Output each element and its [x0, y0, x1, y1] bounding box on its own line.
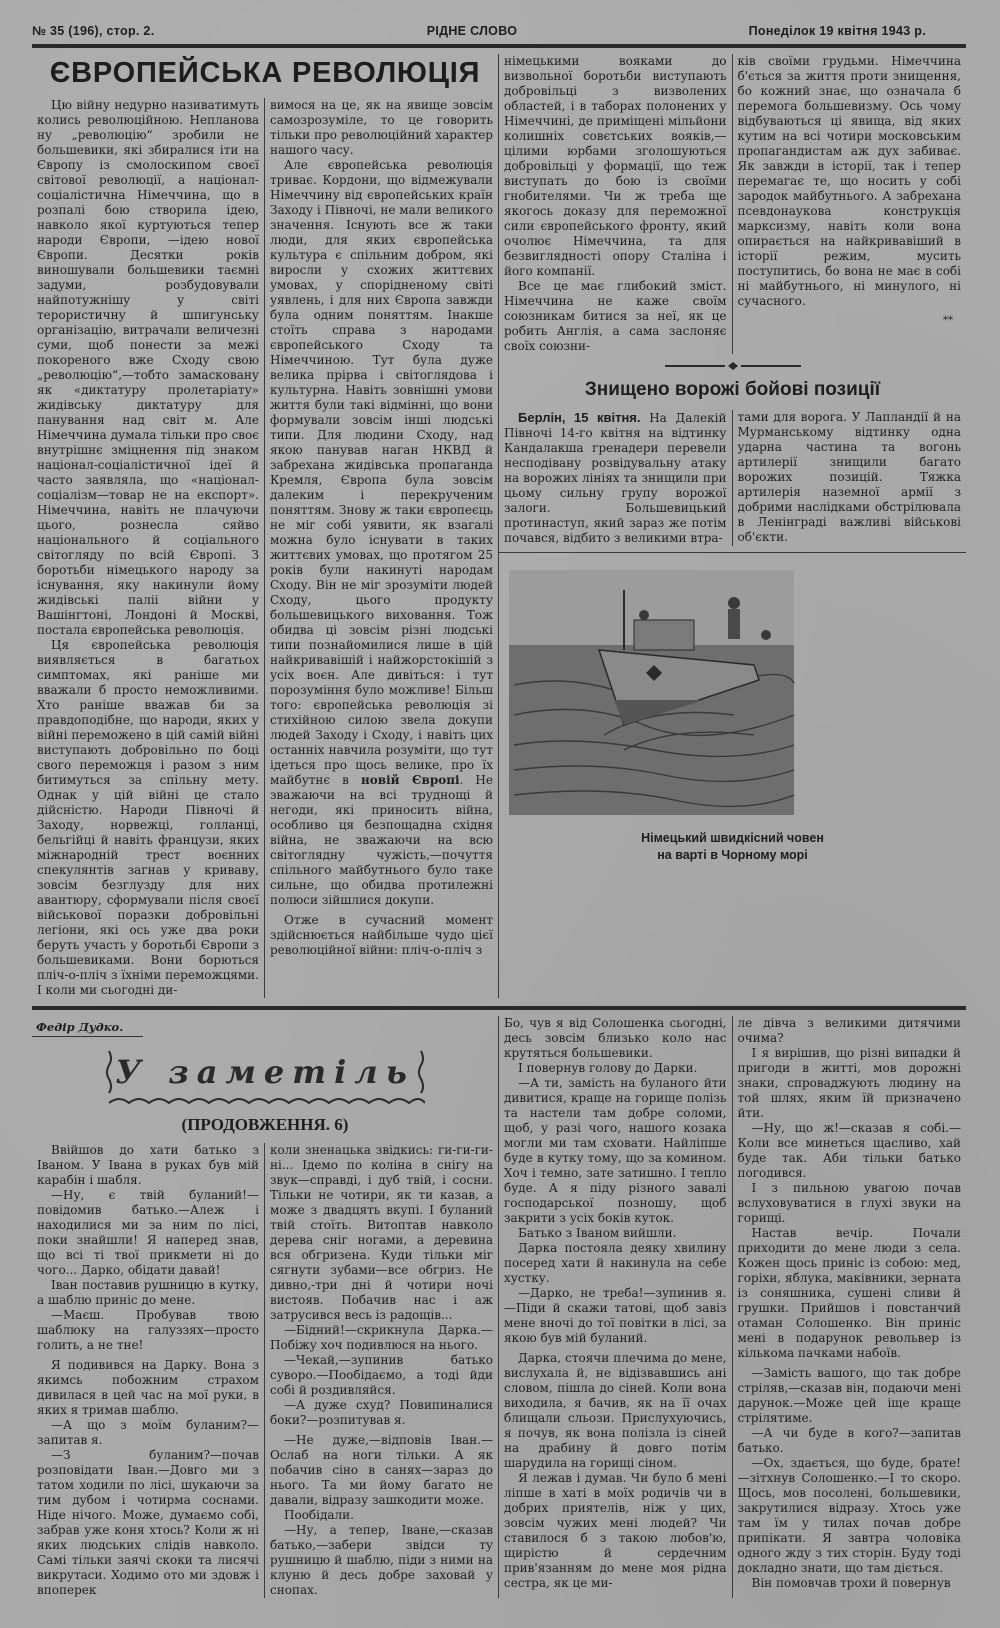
- story-column-1: [32, 1143, 265, 1598]
- issue-date: Понеділок 19 квітня 1943 р.: [748, 24, 926, 38]
- sailor-body: [728, 609, 740, 639]
- sailor-figure: [728, 597, 740, 609]
- paragraph: —А дуже схуд? Повипиналися боки?—розпитував я.: [270, 1398, 493, 1427]
- paragraph: Все це має глибокий зміст. Німеччина не каже своїм союзникам битися за неї, як це робить Англія, а сама заслоняє своїх союзни-: [504, 279, 727, 353]
- story-column-2: [265, 1143, 498, 1598]
- article1-columns-1-2: [32, 98, 498, 998]
- article-title-enemy-positions: Знищено ворожі бойові позиції: [584, 379, 881, 400]
- paragraph: [270, 158, 493, 908]
- paragraph: коли зненацька звідкись: ги-ги-ги-ні... Ідемо по коліна в снігу на звук—справді, і дуб твій, і сосни. Тільки не чотири, як ти казав, а може з двадцять вкупі. І буланий твій стоїть. Витоптав навколо дерева сніг ногами, а деревина вся обгризена. Куди тільки міг сягнути зубами—все обгриз. Не дивно,-три дні й чотири ночі вистояв. Побачив нас і аж затрусився весь із радощів...: [270, 1143, 493, 1322]
- paragraph: —Ох, здається, що буде, брате!—зітхнув Солошенко.—І то скоро. Щось, мов посолені, большевики, закрутилися відразу. Хтось уже там їм у тилах почав добре припікати. Я завтра чоловіка одного жду з тих сторін. Буду тоді докладно знати, що там діється.: [737, 1456, 961, 1575]
- paragraph: Бо, чув я від Солошенка сьогодні, десь зовсім близько коло нас крутяться большевики.: [504, 1016, 727, 1060]
- dateline: Берлін, 15 квітня.: [518, 410, 641, 425]
- article-title-european-revolution: ЄВРОПЕЙСЬКА РЕВОЛЮЦІЯ: [49, 57, 481, 89]
- story-section: [32, 1016, 966, 1598]
- paragraph: І повернув голову до Дарки.: [518, 1061, 698, 1075]
- top-section: [32, 54, 966, 998]
- paragraph: І з пильною увагою почав вслуховуватися в глухі звуки на горищі.: [737, 1181, 961, 1225]
- paragraph: Пообідали.: [284, 1508, 354, 1522]
- paragraph: ле дівча з великими дитячими очима?: [737, 1016, 961, 1045]
- paragraph: Дарка постояла деяку хвилину посеред хати й накинула на себе хустку.: [504, 1241, 727, 1285]
- paragraph-text: На Далекій Півночі 14-го квітня на відтинку Кандалакша гренадери перевели несподівану розвідувальну атаку на ворожих лініях та знищили при цьому сильну групу ворожої залоги. Большевицький протинаступ, який зараз же потім почався, відбито з великими втра-: [504, 411, 727, 545]
- story-columns-1-2: [32, 1143, 498, 1598]
- photo-block: [499, 559, 966, 820]
- paragraph: —Замість вашого, що так добре стріляв,—сказав він, подаючи мені дарунок.—Може цей іще краще стрілятиме.: [737, 1366, 961, 1425]
- paper-name: РІДНЕ СЛОВО: [426, 24, 518, 38]
- article1-column-4: [733, 54, 967, 354]
- article1-column-2: [265, 98, 498, 998]
- masthead: [32, 24, 966, 42]
- section-rule-thick: [32, 1006, 966, 1010]
- paragraph: ків своїми грудьми. Німеччина б'ється за життя проти знищення, бо кожний знає, що означала б перемога большевизму. Ось чому відбуваються ці явища, від яких кутим на всі чотири московським пропагандистам аж дух забиває. Як завжди в історії, так і тепер перемагає те, що носить у собі зародок майбутнього. А забрехана псевдонаукова конструкція марксизму, навіть коли вона опирається на найкривавіший в історії режим, мусить поступитись, бо вона не має в собі ні майбутнього, ні минулого, ні сучасного.: [737, 54, 961, 308]
- paragraph: Отже в сучасний момент здійснюється найбільше чудо цієї революційної війни: пліч-о-пліч з: [270, 913, 493, 957]
- article1-column-1: [32, 98, 265, 998]
- story-columns-3-4: [499, 1016, 966, 1598]
- paragraph: —А ти, замість на буланого йти дивитися, краще на горище полізь та настели там добре соломи, щоб, у разі чого, нашого козака могли ми там сховати. Найліпше буде в кутку тому, що за комином. Хоч і темно, зате затишно. І тепло буде. А я піду різного завалі господарської позношу, щоб закрити з усіх боків куток.: [504, 1076, 727, 1225]
- paragraph: Настав вечір. Почали приходити до мене люди з села. Кожен щось приніс із собою: мед, горіхи, яблука, маківники, зерната із соняшника, сушені сливи й грушки. Прийшов і повстанчий отаман Солошенко. Він приніс мені в подарунок револьвер із кількома пачками набоїв.: [737, 1226, 961, 1360]
- section-stars: **: [943, 315, 953, 326]
- paragraph: Іван поставив рушницю в кутку, а шаблю приніс до мене.: [37, 1278, 259, 1307]
- story-column-4: [733, 1016, 967, 1598]
- right-block: [499, 54, 966, 998]
- sailor-figure: [639, 610, 649, 620]
- paragraph: Я подивився на Дарку. Вона з якимсь побожним страхом дивилася в цей час на мої руки, в яких я тримав шаблю.: [37, 1358, 259, 1417]
- paragraph: —А що з моїм буланим?—запитав я.: [37, 1418, 259, 1447]
- article1-column-3: [499, 54, 733, 354]
- paragraph: —Маєш. Пробував твою шаблюку на галуззях—просто голить, а не тне!: [37, 1308, 259, 1352]
- paragraph: —З буланим?—почав розповідати Іван.—Довго ми з татом ходили по лісі, шукаючи за тим дубом і чотирма соснами. Ніде нічого. Може, думаємо собі, забрав уже коня хтось? Коли ж ні яких людських слідів навколо. Самі тільки заячі скоки та лисячі викрутаси. Ходимо ото ми здовж і впоперек: [37, 1448, 259, 1597]
- article1-columns-3-4: [499, 54, 966, 354]
- paragraph: [504, 410, 727, 546]
- paragraph: —А чи буде в кого?—запитав батько.: [737, 1426, 961, 1455]
- paragraph: —Не дуже,—відповів Іван.—Ослаб на ноги тільки. А як побачив сіно в санях—зараз до нього. Та ми йому багато не давали, відразу зашкодити може.: [270, 1433, 493, 1507]
- caption-line: Німецький швидкісний човен: [641, 831, 824, 845]
- story-title-frame: [105, 1047, 425, 1109]
- story-left-block: [32, 1016, 499, 1598]
- issue-number: № 35 (196), стор. 2.: [32, 24, 155, 38]
- article2-column-1: [499, 410, 733, 546]
- paragraph: —Ну, а тепер, Іване,—сказав батько,—забери звідси ту рушницю й шаблю, піди з ними на клуню й десь добре заховай у снопах.: [270, 1523, 493, 1597]
- paragraph: Дарка, стоячи плечима до мене, вислухала й, не відізвавшись ані словом, пішла до сіней. Коли вона виходила, я бачив, як на її очах блищали сльози. Прислухуючись, я почув, як вона полізла із сіней на драбину й довго потім шарудила на горищі сіном.: [504, 1351, 727, 1470]
- caption-line: на варті в Чорному морі: [657, 848, 808, 862]
- article2-columns: [499, 410, 966, 546]
- paragraph: Ввійшов до хати батько з Іваном. У Івана в руках був мій карабін і шабля.: [37, 1143, 259, 1187]
- paragraph: —Чекай,—зупинив батько суворо.—Пообідаємо, а тоді йди собі й роздивляйся.: [270, 1353, 493, 1397]
- ornament-diamond: [728, 362, 738, 370]
- paragraph: Батько з Іваном вийшли.: [518, 1226, 677, 1240]
- story-title: У заметіль: [115, 1053, 415, 1091]
- masthead-rule: [32, 44, 966, 48]
- paragraph: І я вирішив, що різні випадки й пригоди в житті, мов дорожні знаки, спроваджують людину на той шлях, яким їй призначено йти.: [737, 1046, 961, 1120]
- paragraph: —Ну, є твій буланий!—повідомив батько.—Алеж і находилися ми за ним по лісі, поки знайшли! Я наперед знав, що всі ті твої прикмети ні до чого... Дарко, обідати давай!: [37, 1188, 259, 1277]
- paragraph: Я лежав і думав. Чи було б мені ліпше в хаті в моїх родичів чи в добрих приятелів, ніж у цих, зовсім чужих мені людей? Чи ставилося б з такою любов'ю, щирістю й сердечним прив'язанням до мене моя рідна сестра, як це ми-: [504, 1471, 727, 1590]
- paragraph: —Ну, що ж!—сказав я собі.—Коли все минеться щасливо, хай буде так. Аби тільки батько погодився.: [737, 1121, 961, 1180]
- ornament-divider: [663, 362, 803, 370]
- paragraph-text: . Не зважаючи на всі труднощі й негоди, які приносить війна, особливо ця безпощадна східня війна, не зважаючи на всю світоглядну чужість,—почуття спільного майбутнього було таке сильне, що обидва протилежні полюси зійшлися докупи.: [270, 773, 493, 907]
- paragraph: Ця європейська революція виявляється в багатьох симптомах, які раніше ми вважали б просто неможливими. Хто раніше вважав би за правдоподібне, що народи, яких у війні переможено в цій самій війні виступають добровільно по боці свого переможця і разом з ним битимуться за спільну мету. Однак у цій війні це стало дійсністю. Народи Півночі й Заходу, норвежці, голланці, бельгійці й навіть французи, яких міжнародній трест воєнних спекулянтів загнав у криваву, зовсім безглузду для них авантюру, сформували після своєї військової поразки добровільні легіони, які ось уже два роки беруть участь у боротьбі Європи з большевиками. Вони борються пліч-о-пліч з їхніми переможцями. І коли ми сьогодні ди-: [37, 638, 259, 997]
- story-author: Федір Дудко.: [32, 1016, 143, 1037]
- paragraph: —Дарко, не треба!—зупинив я.—Піди й скажи татові, щоб завіз мене вночі до тої повітки в лісі, за якою був мій буланий.: [504, 1286, 727, 1345]
- article1-left-block: [32, 54, 499, 998]
- paragraph-text: Але європейська революція триває. Кордони, що відмежували Німеччину від європейських країн Заходу і Півночі, не мали великого значення. Існують все ж таки люди, для яких європейська культура є спільним добром, які виросли у схожих життєвих умовах, у спорідненому світі уявлень, і для них Європа завжди була одним поняттям. Інакше стоїть справа з народами європейського Сходу та Німеччиною. Тут була дуже велика прірва і світоглядова і культурна. Навіть зовнішні умови життя були такі відмінні, що вони формували зовсім інші людські типи. Для людини Сходу, над якою панував наган НКВД й забрехана жидівська пропаганда Кремля, Європа була зовсім далеким і перекрученим поняттям. Знову ж таки європеєць не міг собі уявити, як взагалі можна було існувати в таких життєвих умовах, що протягом 25 років були накинуті народам Сходу. Він не міг зрозуміти людей Сходу, цього продукту большевицького виховання. Тож обидва ці зовсім різні людські типи познайомилися лише в цій найкривавішій і найжорстокішій з усіх воєн. Але дивіться: і тут порозуміння було можливе! Більш того: європейська революція зі стихійною силою звела докупи людей Заходу і Сходу, і навіть цих останніх навчила розуміти, що тут ідеться про щось велике, про їх майбутнє в: [270, 158, 493, 787]
- photo-caption: [499, 830, 966, 864]
- paragraph: тами для ворога. У Лапландії й на Мурманському відтинку одна ударна частина та вогонь артилерії знищили багато ворожих позицій. Тяжка артилерія наземної армії з добрими наслідками обстрілювала в Ленінграді важливі військові об'єкти.: [737, 410, 961, 544]
- boat-cabin: [634, 620, 694, 650]
- paragraph: Цю війну недурно називатимуть колись революційною. Непланова ну „революцію“ зробили не большевики, які збиралися іти на Європу із смолоскипом своєї світової революції, а націонал-соціалістична Німеччина, що в розпалі бою створила ідею, навколо якої куртуються тепер народи Європи, —ідею нової Європи. Десятки років виношували большевики таємні задуми, розбудовували найпотужнішу у світі терористичну й шпигунську організацію, витрачали величезні суми, щоб понести за межі покореного вже Сходу свою „революцію“,—тобто замасковану як «диктатуру пролетаріату» жидівську диктатуру для панування над світ м. Але Німеччина думала тільки про своє внутрішнє зміцнення під знаком націонал-соціалістичної ідеї й часто заявляла, що «націонал-соціалізм—товар не на експорт». Німеччина, навіть не плачуючи цього, рознесла сяйво національного й соціального світогляду по всій Європі. З боротьби німецького народу за існування, яку накинули йому жидівські паліі війни у Вашінгтоні, Лондоні й Москві, постала європейська революція.: [37, 98, 259, 637]
- story-column-3: [499, 1016, 733, 1598]
- paragraph: Він помовчав трохи й повернув: [751, 1576, 951, 1590]
- section-rule: [499, 552, 966, 553]
- bold-phrase: новій Європі: [360, 773, 460, 787]
- story-subtitle: (ПРОДОВЖЕННЯ. 6): [181, 1115, 349, 1134]
- sailor-figure: [761, 630, 771, 640]
- paragraph: вимося на це, як на явище зовсім самозрозуміле, то це говорить тільки про революційний характер нашого часу.: [270, 98, 493, 157]
- frame-scalloped-bottom: [109, 1099, 425, 1103]
- article2-column-2: [733, 410, 967, 546]
- speedboat-illustration: [504, 565, 799, 820]
- paragraph: —Бідний!—скрикнула Дарка.—Побіжу хоч подивлюся на нього.: [270, 1323, 493, 1352]
- paragraph: німецькими вояками до визвольної боротьби виступають добровільці з визволених областей, і в таборах полонених у Німеччині, де приміщені мільйони колишніх совєтських вояків,—цілими юрбами зголошуються добровільці у формації, що теж виступать до бою із своїми гнобителями. Чи ж треба ще якогось доказу для переможної сили європейського фронту, який очолює Німеччина, та для безвиглядності опору Сталіна і його компанії.: [504, 54, 727, 278]
